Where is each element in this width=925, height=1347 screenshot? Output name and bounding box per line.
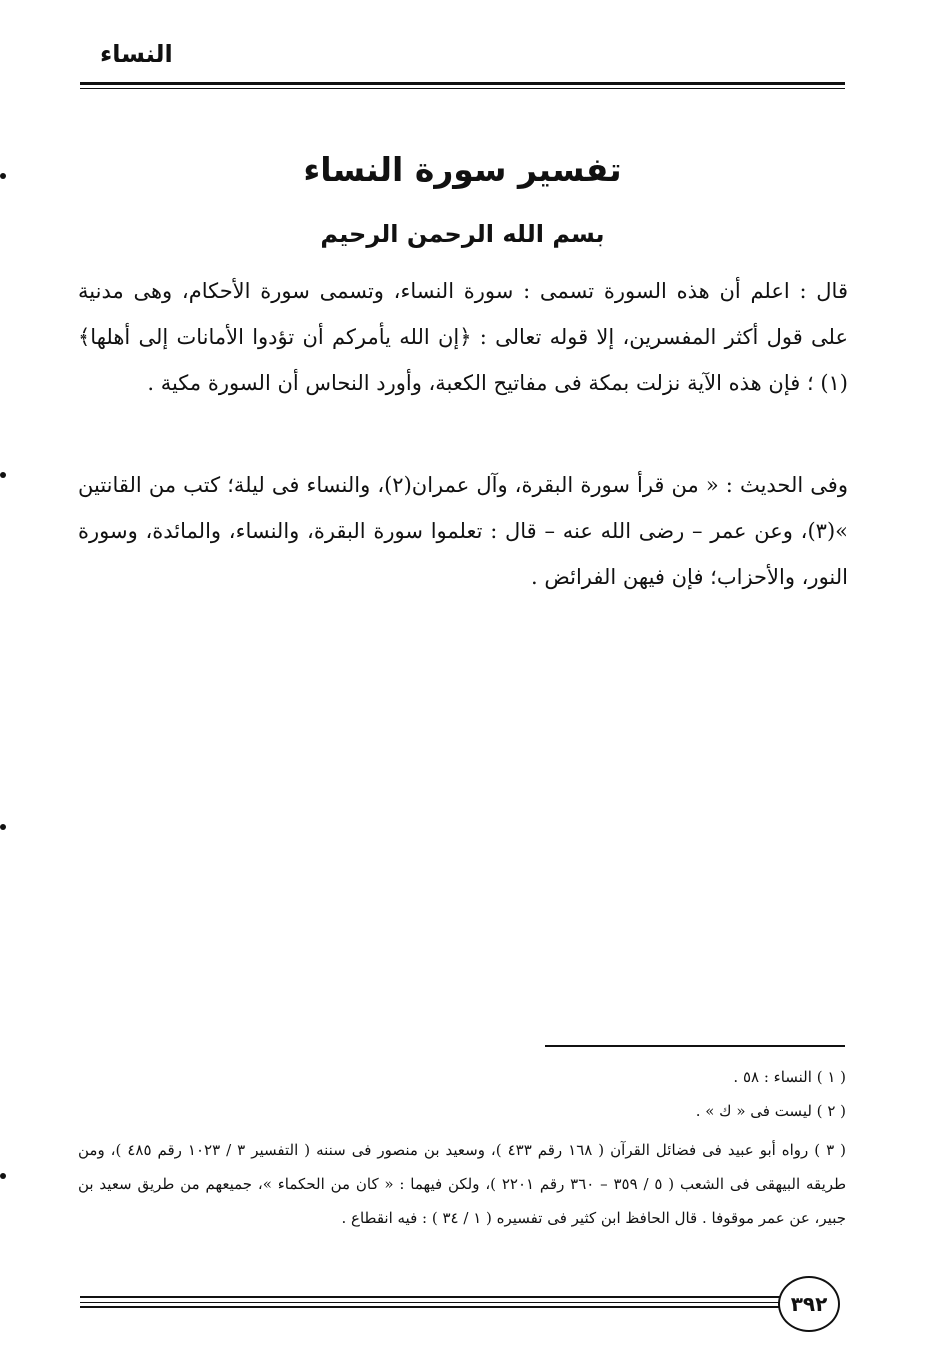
surah-title: تفسير سورة النساء bbox=[303, 150, 622, 189]
footer-rule bbox=[80, 1302, 780, 1303]
basmala: بسم الله الرحمن الرحيم bbox=[320, 220, 605, 248]
header-rule bbox=[80, 82, 845, 85]
margin-mark bbox=[0, 1173, 6, 1179]
footer-rule bbox=[80, 1296, 780, 1298]
margin-mark bbox=[0, 173, 6, 179]
page-number: ٣٩٢ bbox=[778, 1276, 840, 1332]
running-header-title: النساء bbox=[100, 40, 173, 68]
margin-mark bbox=[0, 472, 6, 478]
margin-mark bbox=[0, 824, 6, 830]
footnote: ( ١ ) النساء : ٥٨ . bbox=[733, 1068, 846, 1086]
footnote: ( ٣ ) رواه أبو عبيد فى فضائل القرآن ( ١٦٨ رقم ٤٣٣ )، وسعيد بن منصور فى سننه ( التفسير ٣ / ١٠٢٣ رقم ٤٨٥ )، ومن طريقه البيهقى فى الشعب ( ٥ / ٣٥٩ – ٣٦٠ رقم ٢٢٠١ )، ولكن فيهما : « كان من الحكماء »، جميعهم من طريق سعيد بن جبير، عن عمر موقوفا . قال الحافظ ابن كثير فى تفسيره ( ١ / ٣٤ ) : فيه انقطاع . bbox=[78, 1141, 847, 1227]
paragraph: قال : اعلم أن هذه السورة تسمى : سورة النساء، وتسمى سورة الأحكام، وهى مدنية على قول أكثر المفسرين، إلا قوله تعالى : ﴿إن الله يأمركم أن تؤدوا الأمانات إلى أهلها﴾(١) ؛ فإن هذه الآية نزلت بمكة فى مفاتيح الكعبة، وأورد النحاس أن السورة مكية . bbox=[78, 279, 848, 395]
footer-rule bbox=[80, 1306, 780, 1308]
footnote: ( ٢ ) ليست فى « ك » . bbox=[695, 1102, 846, 1120]
paragraph: وفى الحديث : « من قرأ سورة البقرة، وآل عمران(٢)، والنساء فى ليلة؛ كتب من القانتين »(٣)، وعن عمر – رضى الله عنه – قال : تعلموا سورة البقرة، والنساء، والمائدة، وسورة النور، والأحزاب؛ فإن فيهن الفرائض . bbox=[78, 473, 848, 589]
header-rule-thin bbox=[80, 88, 845, 89]
footnote-separator bbox=[545, 1045, 845, 1047]
